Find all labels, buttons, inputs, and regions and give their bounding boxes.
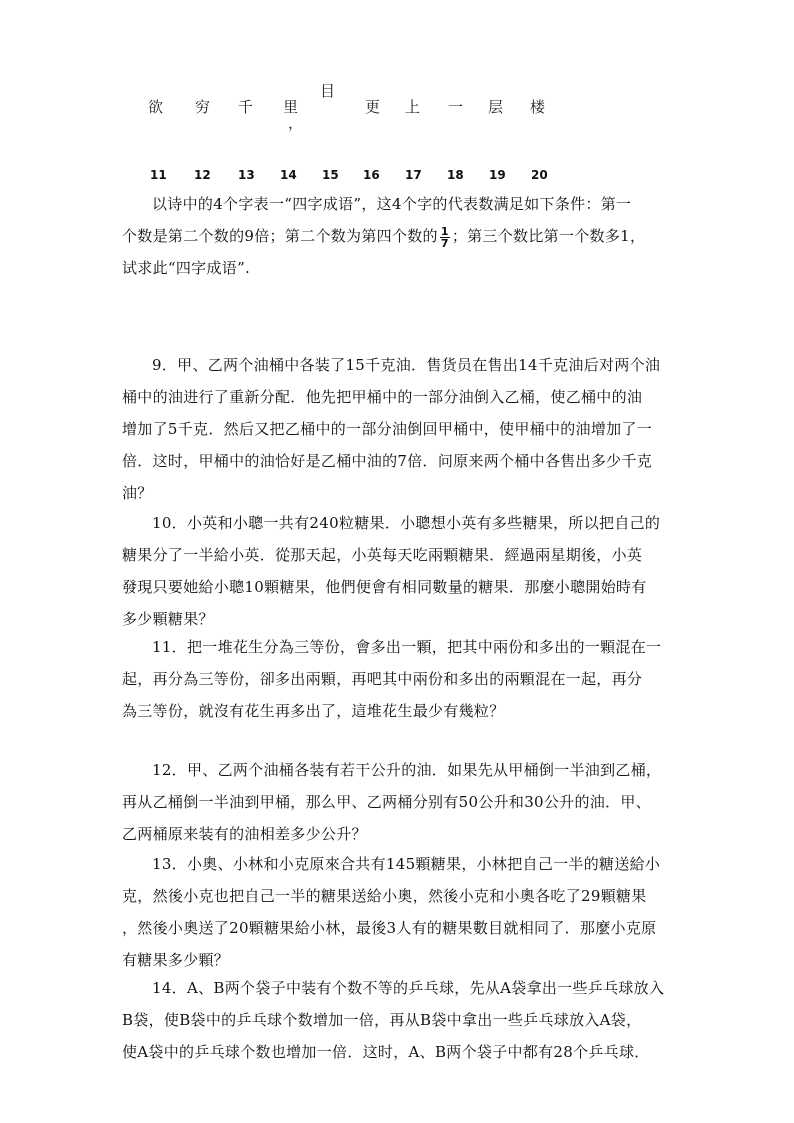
text-line: 多少顆糖果？ (122, 610, 214, 628)
text-line: 克，然後小克也把自己一半的糖果送給小奧，然後小克和小奧各吃了29顆糖果 (122, 887, 647, 905)
text-line: 10．小英和小聰一共有240粒糖果．小聰想小英有多些糖果，所以把自己的 (152, 514, 661, 532)
text-line: 乙两桶原来装有的油相差多少公升？ (122, 825, 367, 843)
fraction-denominator: 7 (440, 236, 449, 250)
text-line: 14．A、B两个袋子中装有个数不等的乒乓球，先从A袋拿出一些乒乓球放入 (152, 979, 665, 997)
poem-char: 楼 (530, 98, 546, 116)
poem-char: 更 (365, 98, 381, 116)
poem-number: 11 (150, 168, 167, 182)
problem-9-text (122, 349, 678, 509)
text-line: 發現只要她給小聰10顆糖果，他們便會有相同數量的糖果．那麼小聰開始時有 (122, 578, 647, 596)
poem-number: 16 (363, 168, 380, 182)
poem-char: 穷 (195, 98, 211, 116)
poem-number: 13 (238, 168, 255, 182)
text-line: 糖果分了一半給小英．從那天起，小英每天吃兩顆糖果．經過兩星期後，小英 (122, 546, 643, 564)
text-line: 13．小奧、小林和小克原來合共有145顆糖果，小林把自己一半的糖送給小 (152, 855, 661, 873)
text-line: 11．把一堆花生分為三等份，會多出一顆，把其中兩份和多出的一顆混在一 (152, 638, 662, 656)
text-line: 有糖果多少顆？ (122, 951, 230, 969)
poem-char: 上 (405, 98, 421, 116)
text-line: 再从乙桶倒一半油到甲桶，那么甲、乙两桶分别有50公升和30公升的油．甲、 (122, 793, 651, 811)
poem-char: 目 (320, 82, 336, 100)
text-line: 12．甲、乙两个油桶各装有若干公升的油．如果先从甲桶倒一半油到乙桶， (152, 761, 662, 779)
poem-char: 层 (488, 98, 504, 116)
text-line: 以诗中的4个字表一“四字成语”，这4个字的代表数满足如下条件：第一 (152, 195, 632, 213)
problem-14-text (122, 972, 678, 1068)
problem-11-text (122, 631, 678, 727)
text-segment: 个数是第二个数的9倍；第二个数为第四个数的 (122, 227, 438, 245)
poem-number: 17 (405, 168, 422, 182)
text-line: B袋，使B袋中的乒乓球个数增加一倍，再从B袋中拿出一些乒乓球放入A袋， (122, 1011, 642, 1029)
fraction (440, 226, 450, 249)
poem-number: 15 (322, 168, 339, 182)
text-line: 9．甲、乙两个油桶中各装了15千克油．售货员在售出14千克油后对两个油 (152, 356, 661, 374)
poem-char: 千 (238, 98, 254, 116)
poem-number: 20 (531, 168, 548, 182)
problem-10-text (122, 507, 678, 635)
poem-number: 19 (489, 168, 506, 182)
poem-number: 18 (447, 168, 464, 182)
text-segment: ；第三个数比第一个数多1， (451, 227, 646, 245)
fraction-numerator: 1 (440, 224, 449, 238)
poem-numbers-row (0, 0, 794, 190)
poem-char: ， (288, 114, 304, 132)
poem-char: 一 (448, 98, 464, 116)
text-line (122, 220, 678, 252)
text-line: 使A袋中的乒乓球个数也增加一倍．这时，A、B两个袋子中都有28个乒乓球． (122, 1043, 650, 1061)
poem-number: 12 (194, 168, 211, 182)
problem-8-text (122, 188, 678, 284)
poem-char: 欲 (148, 98, 164, 116)
problem-12-text (122, 754, 678, 850)
text-line: 起，再分為三等份，卻多出兩顆，再吧其中兩份和多出的兩顆混在一起，再分 (122, 670, 643, 688)
text-line: 桶中的油进行了重新分配．他先把甲桶中的一部分油倒入乙桶，使乙桶中的油 (122, 388, 643, 406)
problem-13-text (122, 848, 678, 976)
poem-number: 14 (280, 168, 297, 182)
text-line: ，然後小奧送了20顆糖果給小林，最後3人有的糖果數目就相同了．那麼小克原 (122, 919, 657, 937)
text-line: 增加了5千克．然后又把乙桶中的一部分油倒回甲桶中，使甲桶中的油增加了一 (122, 420, 653, 438)
poem-char: 里 (283, 98, 299, 116)
text-line: 為三等份，就沒有花生再多出了，這堆花生最少有幾粒？ (122, 702, 505, 720)
text-line: 试求此“四字成语”. (122, 259, 251, 277)
text-line: 油？ (122, 484, 153, 502)
text-line: 倍．这时，甲桶中的油恰好是乙桶中油的7倍．问原来两个桶中各售出多少千克 (122, 452, 653, 470)
